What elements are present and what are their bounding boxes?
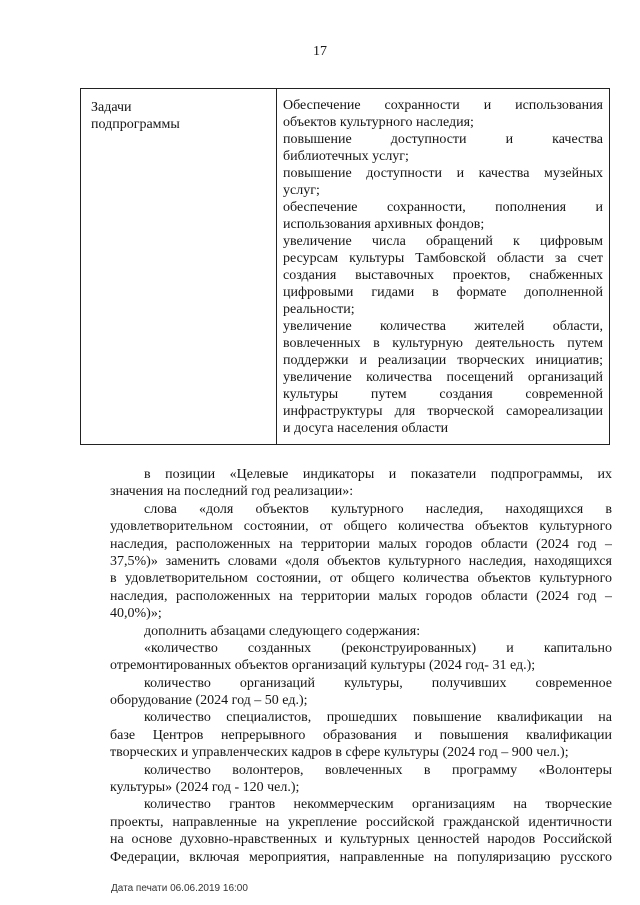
task-line: цифровыми гидами в формате дополненной — [283, 285, 603, 300]
task-line: увеличение количества жителей области, — [283, 319, 603, 334]
task-list — [283, 97, 603, 437]
task-line: и досуга населения области — [283, 421, 449, 436]
body-line: в позиции «Целевые индикаторы и показатели подпрограммы, их — [144, 467, 612, 482]
task-line: объектов культурного наследия; — [283, 115, 474, 130]
task-line: реальности; — [283, 302, 355, 317]
task-line: культуры путем создания современной — [283, 387, 603, 402]
task-line: инфраструктуры для творческой самореализации — [283, 404, 603, 419]
body-line: 37,5%)» заменить словами «доля объектов культурного наследия, находящихся — [110, 553, 612, 569]
task-line: создания выставочных проектов, снабженных — [283, 268, 603, 283]
body-line: проекты, направленные на укрепление российской гражданской идентичности — [110, 814, 612, 830]
task-line: вовлеченных в культурную деятельность путем — [283, 336, 603, 351]
body-line: отремонтированных объектов организаций культуры (2024 год- 31 ед.); — [110, 658, 536, 674]
tasks-label-line: подпрограммы — [91, 117, 180, 132]
task-line: повышение доступности и качества музейных — [283, 166, 603, 181]
task-line: увеличение количества посещений организаций — [283, 370, 603, 385]
body-line: количество организаций культуры, получивших современное — [144, 675, 612, 691]
body-line: значения на последний год реализации»: — [110, 484, 354, 500]
task-line: Обеспечение сохранности и использования — [283, 98, 603, 113]
body-line: творческих и управленческих кадров в сфере культуры (2024 год – 900 чел.); — [110, 745, 569, 761]
body-line: количество грантов некоммерческим организациям на творческие — [144, 797, 612, 813]
task-line: повышение доступности и качества — [283, 132, 603, 147]
body-line: 40,0%)»; — [110, 606, 162, 622]
task-line: использования архивных фондов; — [283, 217, 485, 232]
body-line: культуры» (2024 год - 120 чел.); — [110, 780, 300, 796]
body-line: количество волонтеров, вовлеченных в программу «Волонтеры — [144, 762, 612, 778]
body-line: наследия, расположенных на территории малых городов области (2024 год – — [110, 588, 612, 604]
page-number: 17 — [313, 44, 327, 59]
task-line: библиотечных услуг; — [283, 149, 409, 164]
body-line: базе Центров непрерывного образования и повышения квалификации — [110, 727, 612, 743]
body-text — [110, 466, 612, 866]
body-line: количество специалистов, прошедших повышение квалификации на — [144, 710, 612, 726]
tasks-label — [91, 99, 180, 133]
body-line: слова «доля объектов культурного наследия, находящихся в — [144, 501, 612, 517]
body-line: на основе духовно-нравственных и культурных ценностей народов Российской — [110, 832, 612, 848]
body-line: наследия, расположенных на территории малых городов области (2024 год – — [110, 536, 612, 552]
body-line: в удовлетворительном состоянии, от общего количества объектов культурного — [110, 571, 612, 587]
print-date: Дата печати 06.06.2019 16:00 — [111, 883, 248, 894]
task-line: услуг; — [283, 183, 320, 198]
tasks-label-line: Задачи — [91, 100, 132, 115]
table-column-divider — [276, 89, 277, 444]
body-line: оборудование (2024 год – 50 ед.); — [110, 693, 308, 709]
task-line: обеспечение сохранности, пополнения и — [283, 200, 603, 215]
tasks-table — [80, 88, 610, 445]
body-line: удовлетворительном состоянии, от общего количества объектов культурного — [110, 519, 612, 535]
body-line: дополнить абзацами следующего содержания: — [144, 623, 421, 639]
body-line: «количество созданных (реконструированных) и капитально — [144, 640, 612, 656]
task-line: поддержки и реализации творческих инициатив; — [283, 353, 603, 368]
task-line: увеличение числа обращений к цифровым — [283, 234, 603, 249]
task-line: ресурсам культуры Тамбовской области за счет — [283, 251, 603, 266]
body-line: Федерации, включая мероприятия, направленные на популяризацию русского — [110, 849, 612, 865]
